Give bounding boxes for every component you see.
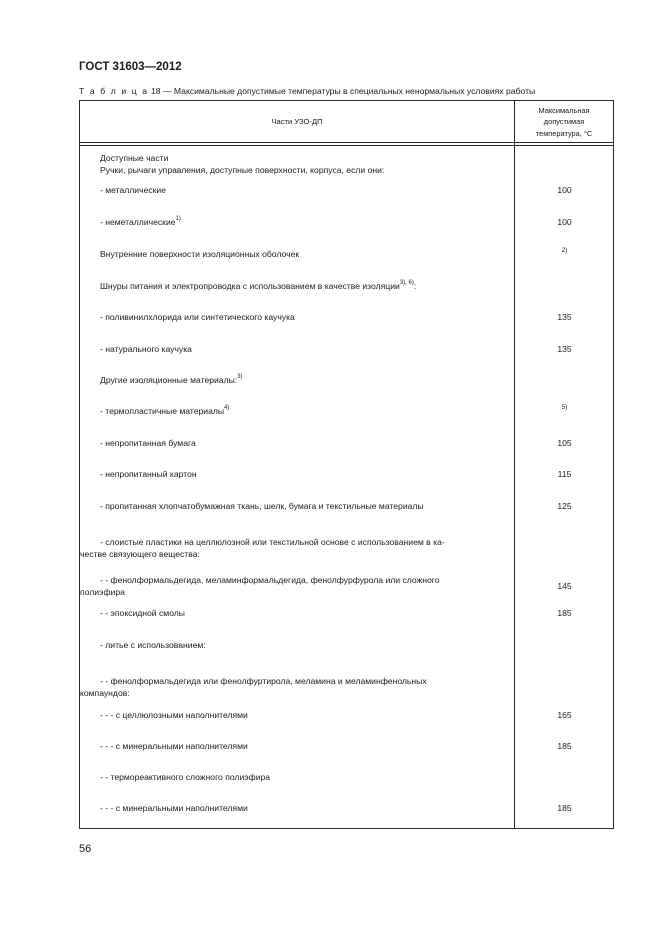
row-label bbox=[100, 438, 508, 450]
row-label-text: - поливинилхлорида или синтетического каучука bbox=[100, 312, 295, 322]
row-label bbox=[100, 406, 508, 418]
row-label-line bbox=[80, 549, 508, 561]
row-label-line bbox=[100, 249, 508, 261]
row-label-line bbox=[80, 688, 508, 700]
row-label-line bbox=[100, 575, 508, 587]
row-label bbox=[100, 741, 508, 753]
row-label-text: - непропитанный картон bbox=[100, 469, 197, 479]
row-temperature-value: 100 bbox=[557, 185, 572, 195]
row-label bbox=[80, 537, 508, 560]
row-label-text: - слоистые пластики на целлюлозной или текстильной основе с использованием в ка- bbox=[100, 537, 445, 547]
row-temperature-value: 2) bbox=[561, 247, 568, 254]
row-label-line bbox=[100, 165, 508, 177]
row-label bbox=[100, 375, 508, 387]
row-label-line bbox=[100, 676, 508, 688]
row-label-line bbox=[80, 587, 508, 599]
row-label-line bbox=[100, 772, 508, 784]
column-header-parts: Части УЗО-ДП bbox=[271, 117, 323, 126]
row-label-line bbox=[100, 438, 508, 450]
row-label-text: - - эпоксидной смолы bbox=[100, 608, 185, 618]
row-label-line bbox=[100, 153, 508, 165]
row-temperature-value: 185 bbox=[557, 741, 572, 751]
row-label-line bbox=[100, 375, 508, 387]
row-label-text: - - термореактивного сложного полиэфира bbox=[100, 772, 271, 782]
row-label-line bbox=[100, 217, 508, 229]
row-label-text: Доступные части bbox=[100, 153, 169, 163]
row-label bbox=[100, 772, 508, 784]
column-header-temperature-line: температура, °С bbox=[535, 128, 593, 138]
row-temperature-value: 135 bbox=[557, 312, 572, 322]
row-label-text: - - - с целлюлозными наполнителями bbox=[100, 710, 248, 720]
row-label bbox=[100, 185, 508, 197]
footnote-ref: 4) bbox=[224, 405, 230, 411]
row-label-line bbox=[100, 710, 508, 722]
row-label-line bbox=[100, 640, 508, 652]
standard-header: ГОСТ 31603—2012 bbox=[79, 61, 182, 73]
row-temperature-value: 125 bbox=[557, 501, 572, 511]
row-label bbox=[100, 640, 508, 652]
row-label-line bbox=[100, 344, 508, 356]
row-label-line bbox=[100, 537, 508, 549]
row-label bbox=[100, 249, 508, 261]
row-label-text: - - фенолформальдегида или фенолфуртирола, меламина и меламинфенольных bbox=[100, 676, 427, 686]
row-label bbox=[100, 710, 508, 722]
header-divider-double bbox=[80, 145, 613, 146]
header-divider bbox=[80, 142, 613, 143]
row-label-text: честве связующего вещества: bbox=[80, 548, 200, 559]
caption-number: 18 bbox=[150, 86, 161, 96]
page-number: 56 bbox=[79, 843, 92, 855]
row-temperature-value: 105 bbox=[557, 438, 572, 448]
row-label bbox=[100, 469, 508, 481]
row-label-line bbox=[100, 501, 508, 513]
row-label-text: Шнуры питания и электропроводка с использованием в качестве изоляции bbox=[100, 281, 400, 291]
row-label-text: полиэфира bbox=[80, 586, 125, 597]
row-temperature-value: 185 bbox=[557, 608, 572, 618]
row-label-line bbox=[100, 312, 508, 324]
row-temperature-value: 165 bbox=[557, 710, 572, 720]
footnote-ref: 3) bbox=[237, 374, 243, 380]
row-label-text: - литье с использованием: bbox=[100, 640, 206, 650]
row-label bbox=[100, 608, 508, 620]
row-label-text: компаундов: bbox=[80, 687, 130, 698]
row-label bbox=[80, 575, 508, 598]
row-label-text: - термопластичные материалы bbox=[100, 406, 225, 416]
row-label bbox=[80, 676, 508, 699]
row-label-text: Другие изоляционные материалы: bbox=[100, 375, 238, 385]
row-label bbox=[100, 344, 508, 356]
row-temperature-value: 145 bbox=[557, 581, 572, 591]
row-label bbox=[100, 312, 508, 324]
row-label-line bbox=[100, 281, 508, 293]
column-header-temperature-line: Максимальная bbox=[538, 105, 590, 115]
row-label-text: - натурального каучука bbox=[100, 344, 192, 354]
row-label bbox=[100, 501, 508, 513]
row-temperature-value: 135 bbox=[557, 344, 572, 354]
table-caption bbox=[79, 86, 535, 96]
column-header-temperature-line: допустимая bbox=[543, 117, 585, 127]
row-label-line bbox=[100, 803, 508, 815]
row-label-text: - - - с минеральными наполнителями bbox=[100, 803, 248, 813]
row-temperature-value: 185 bbox=[557, 803, 572, 813]
row-label-text: - неметаллические bbox=[100, 217, 176, 227]
row-label-line bbox=[100, 608, 508, 620]
row-label-text: - - - с минеральными наполнителями bbox=[100, 741, 248, 751]
caption-text: — Максимальные допустимые температуры в специальных ненормальных условиях работы bbox=[160, 86, 536, 96]
row-temperature-value: 115 bbox=[557, 469, 572, 479]
row-label-line bbox=[100, 185, 508, 197]
row-label-suffix: : bbox=[413, 281, 417, 291]
row-label-text: Ручки, рычаги управления, доступные поверхности, корпуса, если они: bbox=[100, 164, 385, 175]
row-temperature-value: 100 bbox=[557, 217, 572, 227]
row-label bbox=[100, 281, 508, 293]
row-label-text: Внутренние поверхности изоляционных оболочек bbox=[100, 249, 300, 259]
row-label bbox=[100, 217, 508, 229]
row-label-text: - металлические bbox=[100, 185, 166, 195]
temperature-table bbox=[79, 100, 614, 829]
row-label-line bbox=[100, 469, 508, 481]
column-header-temperature bbox=[515, 103, 613, 141]
footnote-ref: 3), 6) bbox=[399, 280, 414, 286]
row-temperature-value: 5) bbox=[561, 404, 568, 411]
footnote-ref: 1) bbox=[175, 216, 181, 222]
row-label-text: - непропитанная бумага bbox=[100, 438, 196, 448]
row-label-text: - - фенолформальдегида, меламинформальдегида, фенолфурфурола или сложного bbox=[100, 575, 440, 585]
caption-label: Т а б л и ц а bbox=[79, 86, 149, 96]
row-label bbox=[100, 153, 508, 176]
row-label-text: - пропитанная хлопчатобумажная ткань, шелк, бумага и текстильные материалы bbox=[100, 501, 424, 511]
row-label bbox=[100, 803, 508, 815]
row-label-line bbox=[100, 741, 508, 753]
row-label-line bbox=[100, 406, 508, 418]
